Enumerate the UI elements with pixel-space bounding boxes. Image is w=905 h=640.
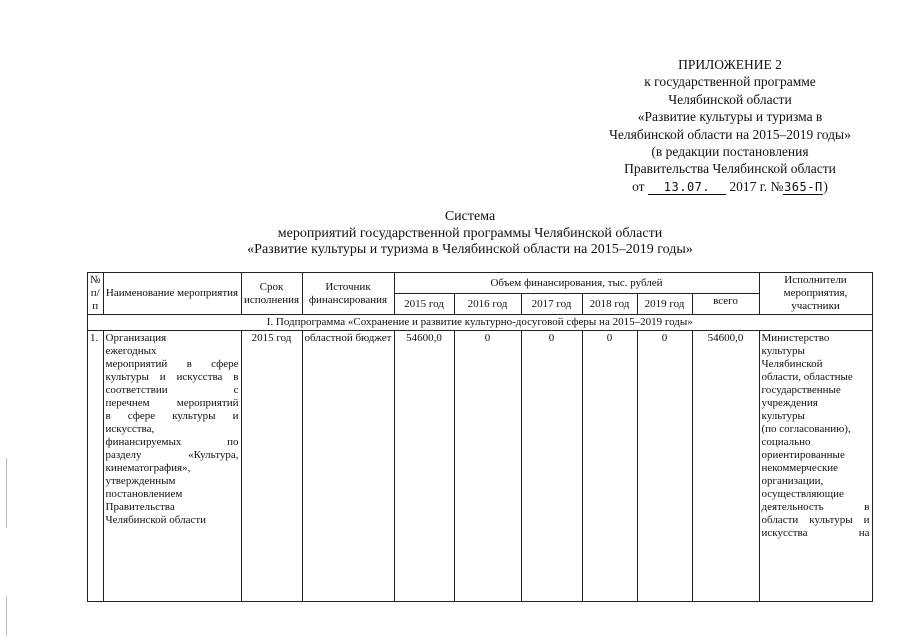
exec-line: осуществляющие (761, 488, 844, 500)
table-row (88, 331, 873, 602)
appendix-header (560, 56, 900, 195)
name-line: культуры и искусства в (105, 371, 239, 383)
row-executors (759, 331, 872, 602)
close-paren: ) (823, 178, 828, 194)
col-header-num: № п/п (88, 273, 104, 315)
col-header-2015: 2015 год (394, 294, 454, 315)
year-text: 2017 г. № (729, 178, 784, 194)
exec-line: учреждения (761, 397, 818, 409)
exec-line: культуры (761, 345, 805, 357)
name-line: искусства, (105, 423, 155, 435)
exec-line: области, областные (761, 371, 853, 383)
row-term: 2015 год (241, 331, 302, 602)
exec-line: искусства на (761, 527, 870, 539)
col-header-funding: Объем финансирования, тыс. рублей (394, 273, 759, 294)
name-line: Организация (105, 332, 167, 344)
name-line: перечнем мероприятий (105, 397, 239, 409)
subprogram-heading: I. Подпрограмма «Сохранение и развитие культурно-досуговой сферы на 2015–2019 годы» (88, 315, 873, 331)
exec-line: социально (761, 436, 811, 448)
col-header-2017: 2017 год (521, 294, 582, 315)
name-line: финансируемых по (105, 436, 239, 448)
exec-line: (по согласованию), (761, 423, 851, 435)
appendix-line: «Развитие культуры и туризма в (637, 109, 823, 125)
appendix-line: Челябинской области (668, 91, 792, 107)
title-line: мероприятий государственной программы Челябинской области (277, 225, 663, 241)
appendix-line: Правительства Челябинской области (624, 161, 836, 177)
name-line: в сфере культуры и (105, 410, 239, 422)
col-header-2016: 2016 год (454, 294, 521, 315)
col-header-term: Срок исполнения (241, 273, 302, 315)
col-header-name: Наименование мероприятия (103, 273, 241, 315)
appendix-line: (в редакции постановления (651, 144, 809, 160)
measures-table (87, 272, 873, 602)
scan-mark (6, 458, 7, 528)
name-line: Правительства (105, 501, 175, 513)
name-line: мероприятий в сфере (105, 358, 239, 370)
title-line: Система (444, 209, 496, 224)
name-line: кинематография», (105, 462, 191, 474)
exec-line: деятельность в (761, 501, 870, 513)
row-2018: 0 (582, 331, 637, 602)
col-header-executors: Исполнители мероприятия, участники (759, 273, 872, 315)
name-line: Челябинской области (105, 514, 207, 526)
col-header-total: всего (692, 294, 759, 315)
appendix-line: Челябинской области на 2015–2019 годы» (609, 126, 851, 142)
exec-line: организации, (761, 475, 824, 487)
row-source: областной бюджет (302, 331, 394, 602)
decree-date-field: 13.07. (648, 180, 726, 195)
name-line: разделу «Культура, (105, 449, 239, 461)
name-line: постановлением (105, 488, 183, 500)
row-2019: 0 (637, 331, 692, 602)
appendix-line: к государственной программе (644, 74, 816, 90)
col-header-2019: 2019 год (637, 294, 692, 315)
exec-line: области культуры и (761, 514, 870, 526)
decree-number-field: 365-П (784, 179, 823, 194)
exec-line: Челябинской (761, 358, 823, 370)
exec-line: ориентированные (761, 449, 845, 461)
row-total: 54600,0 (692, 331, 759, 602)
exec-line: некоммерческие (761, 462, 839, 474)
row-2015: 54600,0 (394, 331, 454, 602)
name-line: утвержденным (105, 475, 176, 487)
exec-line: культуры (761, 410, 805, 422)
name-line: соответствии с (105, 384, 239, 396)
col-header-source: Источник финансирования (302, 273, 394, 315)
from-prefix: от (632, 178, 645, 194)
appendix-date-line (560, 178, 900, 195)
scan-mark (6, 596, 7, 636)
exec-line: государственные (761, 384, 841, 396)
name-line: ежегодных (105, 345, 157, 357)
exec-line: Министерство (761, 332, 830, 344)
row-num: 1. (88, 331, 104, 602)
row-2016: 0 (454, 331, 521, 602)
row-name (103, 331, 241, 602)
appendix-line: ПРИЛОЖЕНИЕ 2 (678, 57, 782, 72)
document-title (150, 209, 790, 259)
row-2017: 0 (521, 331, 582, 602)
title-line: «Развитие культуры и туризма в Челябинской области на 2015–2019 годы» (247, 242, 693, 257)
col-header-2018: 2018 год (582, 294, 637, 315)
